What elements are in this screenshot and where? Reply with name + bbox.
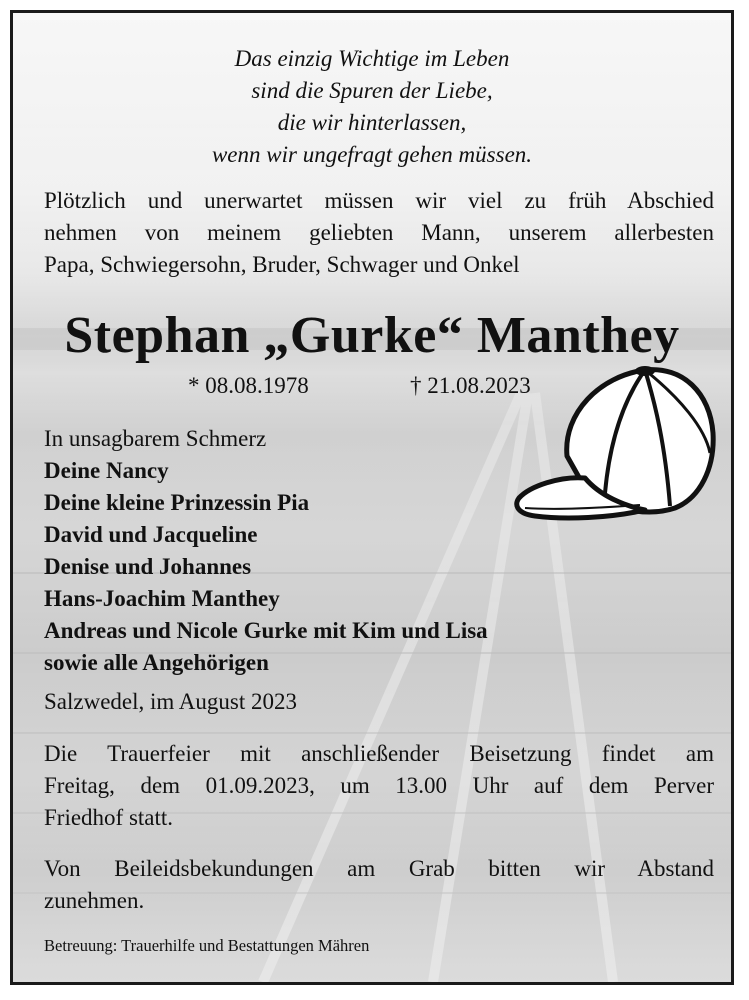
motto-line: Das einzig Wichtige im Leben <box>234 46 510 71</box>
mourner-name: David und Jacqueline <box>44 522 258 547</box>
intro-line: Plötzlich und unerwartet müssen wir viel zu früh Abschied <box>44 188 714 213</box>
mourner-name: sowie alle Angehörigen <box>44 650 269 675</box>
funeral-line: Freitag, dem 01.09.2023, um 13.00 Uhr auf dem Perver <box>44 773 714 798</box>
intro-line: nehmen von meinem geliebten Mann, unserem allerbesten <box>44 220 714 245</box>
place-date: Salzwedel, im August 2023 <box>44 689 297 714</box>
motto-verse <box>13 43 731 171</box>
mourners-intro: In unsagbarem Schmerz <box>44 426 267 451</box>
condolence-note <box>44 853 714 917</box>
mourner-name: Denise und Johannes <box>44 554 252 579</box>
condolence-line: zunehmen. <box>44 888 145 913</box>
mourner-name: Hans-Joachim Manthey <box>44 586 280 611</box>
baseball-cap-icon <box>505 358 717 538</box>
funeral-line: Friedhof statt. <box>44 805 174 830</box>
mourner-name: Deine Nancy <box>44 458 169 483</box>
birth-date: * 08.08.1978 <box>188 373 309 398</box>
motto-line: wenn wir ungefragt gehen müssen. <box>211 142 533 167</box>
mourner-name: Deine kleine Prinzessin Pia <box>44 490 310 515</box>
deceased-name: Stephan „Gurke“ Manthey <box>64 307 680 364</box>
intro-paragraph <box>44 185 714 281</box>
undertaker-credit: Betreuung: Trauerhilfe und Bestattungen Mähren <box>44 936 370 955</box>
motto-line: sind die Spuren der Liebe, <box>251 78 493 103</box>
condolence-line: Von Beileidsbekundungen am Grab bitten wir Abstand <box>44 856 714 881</box>
mourner-name: Andreas und Nicole Gurke mit Kim und Lisa <box>44 618 488 643</box>
funeral-info <box>44 738 714 834</box>
funeral-line: Die Trauerfeier mit anschließender Beisetzung findet am <box>44 741 714 766</box>
mourners-list <box>44 423 488 679</box>
death-date: † 21.08.2023 <box>410 373 531 398</box>
intro-line: Papa, Schwiegersohn, Bruder, Schwager und Onkel <box>44 252 520 277</box>
obituary-notice <box>10 10 734 985</box>
motto-line: die wir hinterlassen, <box>277 110 467 135</box>
